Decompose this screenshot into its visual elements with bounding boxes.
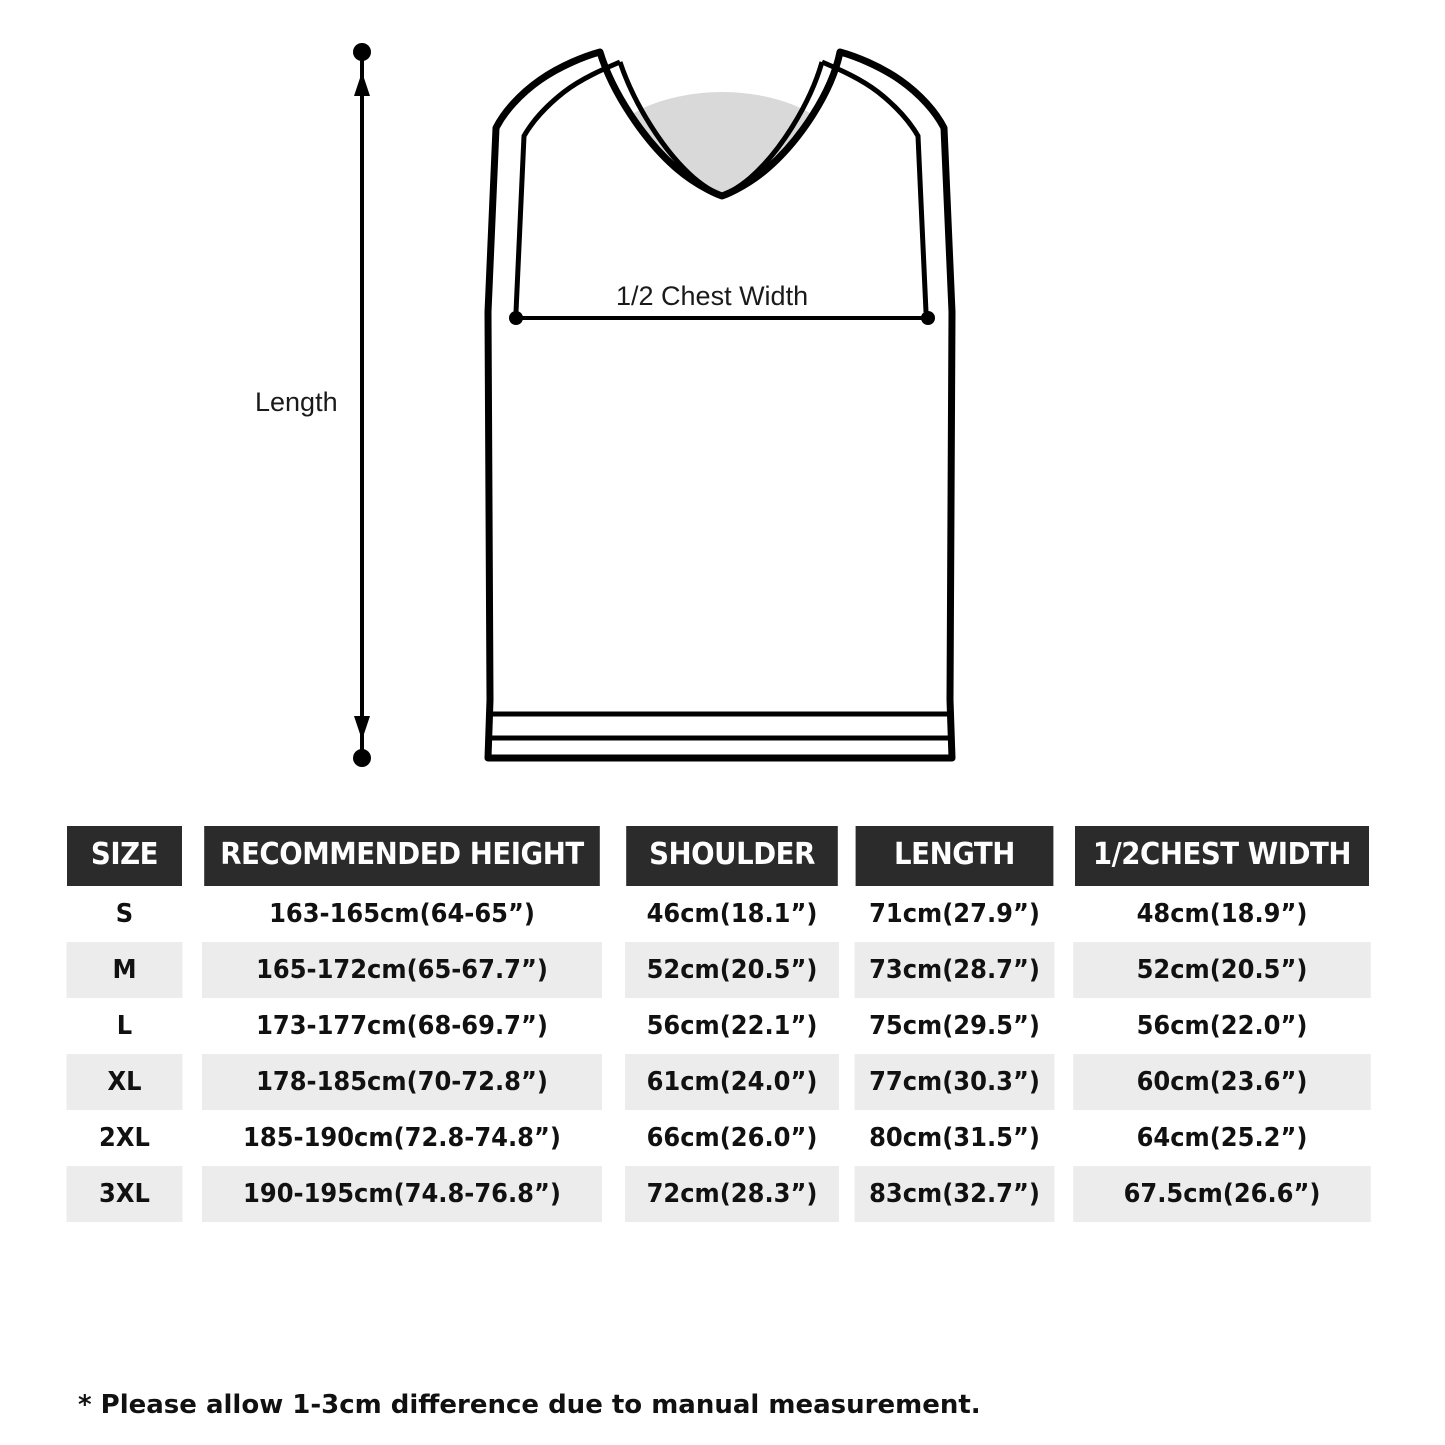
table-row bbox=[62, 1166, 1382, 1222]
table-row bbox=[62, 886, 1382, 942]
cell-chest-width: 52cm(20.5”) bbox=[1073, 942, 1371, 998]
cell-recommended-height: 165-172cm(65-67.7”) bbox=[202, 942, 602, 998]
table-row bbox=[62, 1054, 1382, 1110]
column-header-chest-width: 1/2CHEST WIDTH bbox=[1075, 826, 1369, 886]
length-measure-dot-top bbox=[353, 43, 371, 61]
cell-length: 77cm(30.3”) bbox=[855, 1054, 1055, 1110]
cell-shoulder: 61cm(24.0”) bbox=[625, 1054, 839, 1110]
cell-size: 3XL bbox=[66, 1166, 182, 1222]
cell-shoulder: 72cm(28.3”) bbox=[625, 1166, 839, 1222]
column-header-size: SIZE bbox=[67, 826, 182, 886]
column-header-recommended-height: RECOMMENDED HEIGHT bbox=[204, 826, 600, 886]
table-row bbox=[62, 942, 1382, 998]
length-measure-label: Length bbox=[255, 387, 338, 417]
cell-size: S bbox=[66, 886, 182, 942]
cell-size: L bbox=[66, 998, 182, 1054]
cell-chest-width: 48cm(18.9”) bbox=[1073, 886, 1371, 942]
cell-size: M bbox=[66, 942, 182, 998]
cell-chest-width: 64cm(25.2”) bbox=[1073, 1110, 1371, 1166]
chest-measure-dot-right bbox=[921, 311, 935, 325]
cell-recommended-height: 163-165cm(64-65”) bbox=[202, 886, 602, 942]
cell-length: 73cm(28.7”) bbox=[855, 942, 1055, 998]
length-arrow-bottom bbox=[354, 716, 370, 740]
cell-length: 83cm(32.7”) bbox=[855, 1166, 1055, 1222]
measurement-note: * Please allow 1-3cm difference due to manual measurement. bbox=[78, 1390, 981, 1420]
table-header-row bbox=[62, 826, 1382, 886]
cell-recommended-height: 190-195cm(74.8-76.8”) bbox=[202, 1166, 602, 1222]
column-header-length: LENGTH bbox=[856, 826, 1054, 886]
column-header-shoulder: SHOULDER bbox=[626, 826, 838, 886]
cell-chest-width: 67.5cm(26.6”) bbox=[1073, 1166, 1371, 1222]
cell-chest-width: 60cm(23.6”) bbox=[1073, 1054, 1371, 1110]
length-arrow-top bbox=[354, 72, 370, 96]
table-row bbox=[62, 998, 1382, 1054]
cell-length: 71cm(27.9”) bbox=[855, 886, 1055, 942]
cell-size: 2XL bbox=[66, 1110, 182, 1166]
length-measure-dot-bottom bbox=[353, 749, 371, 767]
cell-shoulder: 56cm(22.1”) bbox=[625, 998, 839, 1054]
cell-size: XL bbox=[66, 1054, 182, 1110]
cell-length: 80cm(31.5”) bbox=[855, 1110, 1055, 1166]
cell-recommended-height: 185-190cm(72.8-74.8”) bbox=[202, 1110, 602, 1166]
size-table-body bbox=[62, 886, 1382, 1222]
cell-shoulder: 46cm(18.1”) bbox=[625, 886, 839, 942]
table-row bbox=[62, 1110, 1382, 1166]
cell-recommended-height: 178-185cm(70-72.8”) bbox=[202, 1054, 602, 1110]
cell-chest-width: 56cm(22.0”) bbox=[1073, 998, 1371, 1054]
size-table bbox=[62, 826, 1382, 1222]
size-table-container bbox=[62, 826, 1382, 1222]
chest-measure-dot-left bbox=[509, 311, 523, 325]
cell-length: 75cm(29.5”) bbox=[855, 998, 1055, 1054]
cell-recommended-height: 173-177cm(68-69.7”) bbox=[202, 998, 602, 1054]
cell-shoulder: 66cm(26.0”) bbox=[625, 1110, 839, 1166]
size-table-header bbox=[62, 826, 1382, 886]
cell-shoulder: 52cm(20.5”) bbox=[625, 942, 839, 998]
chest-width-measure-label: 1/2 Chest Width bbox=[612, 281, 812, 312]
